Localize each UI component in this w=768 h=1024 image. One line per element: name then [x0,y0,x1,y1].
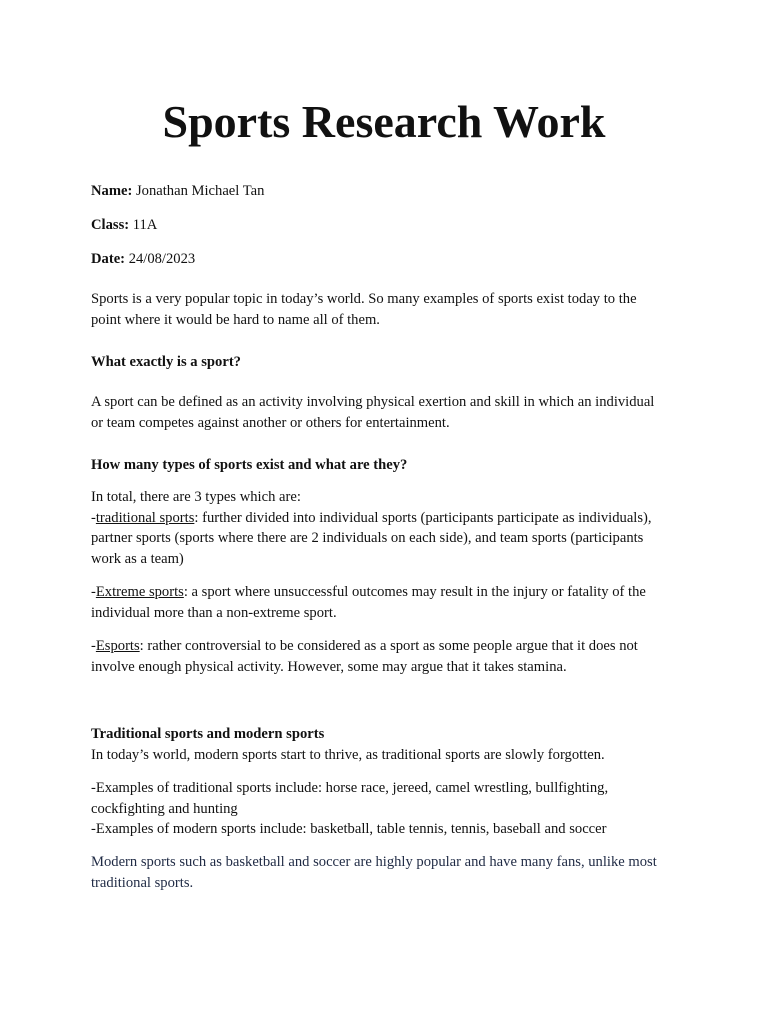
date-line [91,249,691,270]
esports-paragraph [91,636,691,677]
intro-line-2: point where it would be hard to name all of them. [91,311,380,328]
date-label: Date: [91,251,126,267]
types-total-line: In total, there are 3 types which are: [91,489,301,505]
extreme-sports-term: Extreme sports [95,584,184,600]
esports-line-1: : rather controversial to be considered as a sport as some people argue that it does not [139,638,638,654]
intro-line-1: Sports is a very popular topic in today’s world. So many examples of sports exist today to the [91,291,637,307]
class-label: Class: [91,217,130,233]
name-label: Name: [91,183,133,199]
traditional-line-2: partner sports (sports where there are 2 individuals on each side), and team sports (participants [91,530,644,546]
intro-paragraph [91,289,691,330]
date-value: 24/08/2023 [125,251,196,267]
class-line [91,215,691,236]
section-3-line-1: In today’s world, modern sports start to thrive, as traditional sports are slowly forgotten. [91,746,605,763]
class-value: 11A [129,217,158,233]
extreme-paragraph [91,582,691,623]
esports-dash: - [91,638,96,654]
section-3-heading: Traditional sports and modern sports [91,726,325,742]
extreme-line-1: : a sport where unsuccessful outcomes may result in the injury or fatality of the [183,584,646,600]
closing-line-2: traditional sports. [91,874,194,891]
name-line [91,181,691,202]
question-2-heading: How many types of sports exist and what are they? [91,457,408,473]
page-title: Sports Research Work [162,96,606,147]
section-3-block [91,724,691,765]
traditional-sports-term: traditional sports [95,509,195,526]
modern-examples-line: -Examples of modern sports include: basketball, table tennis, tennis, baseball and soccer [91,821,607,837]
examples-paragraph [91,778,691,840]
question-1-heading: What exactly is a sport? [91,354,241,370]
extreme-line-2: individual more than a non-extreme sport. [91,604,337,621]
definition-paragraph [91,392,691,433]
esports-term: Esports [95,638,140,654]
definition-line-1: A sport can be defined as an activity involving physical exertion and skill in which an individual [91,394,655,410]
traditional-examples-line-1: -Examples of traditional sports include: horse race, jereed, camel wrestling, bullfighting, [91,780,609,796]
traditional-line-1: : further divided into individual sports (participants participate as individuals), [194,509,652,526]
closing-paragraph [91,852,691,893]
name-value: Jonathan Michael Tan [132,183,265,199]
extreme-dash: - [91,584,96,600]
definition-line-2: or team competes against another or others for entertainment. [91,414,450,431]
esports-line-2: involve enough physical activity. However, some may argue that it takes stamina. [91,658,567,675]
traditional-examples-line-2: cockfighting and hunting [91,800,238,817]
traditional-dash: - [91,509,96,526]
types-paragraph [91,487,691,569]
traditional-line-3: work as a team) [91,550,184,567]
closing-line-1: Modern sports such as basketball and soccer are highly popular and have many fans, unlike most [91,854,657,870]
